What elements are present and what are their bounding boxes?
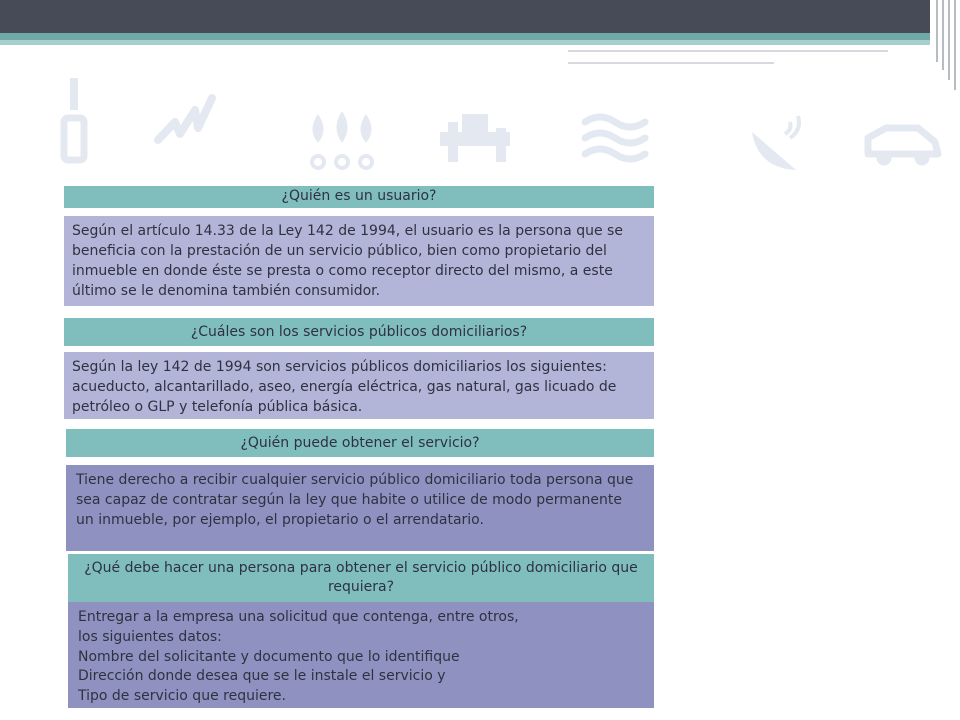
question-who-can-get-service: ¿Quién puede obtener el servicio? bbox=[66, 429, 654, 457]
question-who-is-user: ¿Quién es un usuario? bbox=[64, 186, 654, 208]
answer-who-can-get-service: Tiene derecho a recibir cualquier servicio público domiciliario toda persona que sea capaz de contratar según la ley que habite o utilice de modo permanente un inmueble, por ejemplo, el propietario o el arrendatario. bbox=[66, 465, 654, 551]
utility-icons bbox=[0, 70, 960, 185]
question-which-services: ¿Cuáles son los servicios públicos domiciliarios? bbox=[64, 318, 654, 346]
divider bbox=[942, 0, 944, 70]
header-bar bbox=[0, 0, 930, 33]
answer-which-services: Según la ley 142 de 1994 son servicios públicos domiciliarios los siguientes: acueducto, alcantarillado, aseo, energía eléctrica, gas natural, gas licuado de petróleo o GLP y telefonía pública básica. bbox=[64, 352, 654, 419]
electricity-wave-icon bbox=[158, 98, 212, 140]
divider bbox=[568, 50, 888, 52]
satellite-dish-icon bbox=[752, 116, 799, 170]
divider bbox=[936, 0, 938, 62]
answer-intro: Entregar a la empresa una solicitud que contenga, entre otros, los siguientes datos: bbox=[78, 609, 519, 645]
list-item: Dirección donde desea que se le instale el servicio y bbox=[78, 668, 446, 685]
question-how-to-get-service: ¿Qué debe hacer una persona para obtener el servicio público domiciliario que requiera? bbox=[68, 554, 654, 602]
divider bbox=[948, 0, 950, 80]
answer-who-is-user: Según el artículo 14.33 de la Ley 142 de 1994, el usuario es la persona que se beneficia con la prestación de un servicio público, bien como propietario del inmueble en donde éste se presta o como receptor directo del mismo, a este último se le denomina también consumidor. bbox=[64, 216, 654, 306]
water-tap-icon bbox=[64, 78, 84, 160]
divider bbox=[568, 62, 774, 64]
accent-stripe bbox=[0, 33, 930, 40]
list-item: Tipo de servicio que requiere. bbox=[78, 688, 286, 705]
list-item: Nombre del solicitante y documento que lo identifique bbox=[78, 648, 460, 665]
answer-how-to-get-service bbox=[68, 602, 654, 708]
gas-flame-icon bbox=[312, 112, 372, 168]
pipeline-valve-icon bbox=[440, 114, 510, 162]
vehicle-icon bbox=[868, 128, 938, 165]
accent-stripe-light bbox=[0, 40, 930, 45]
water-waves-icon bbox=[585, 117, 645, 159]
